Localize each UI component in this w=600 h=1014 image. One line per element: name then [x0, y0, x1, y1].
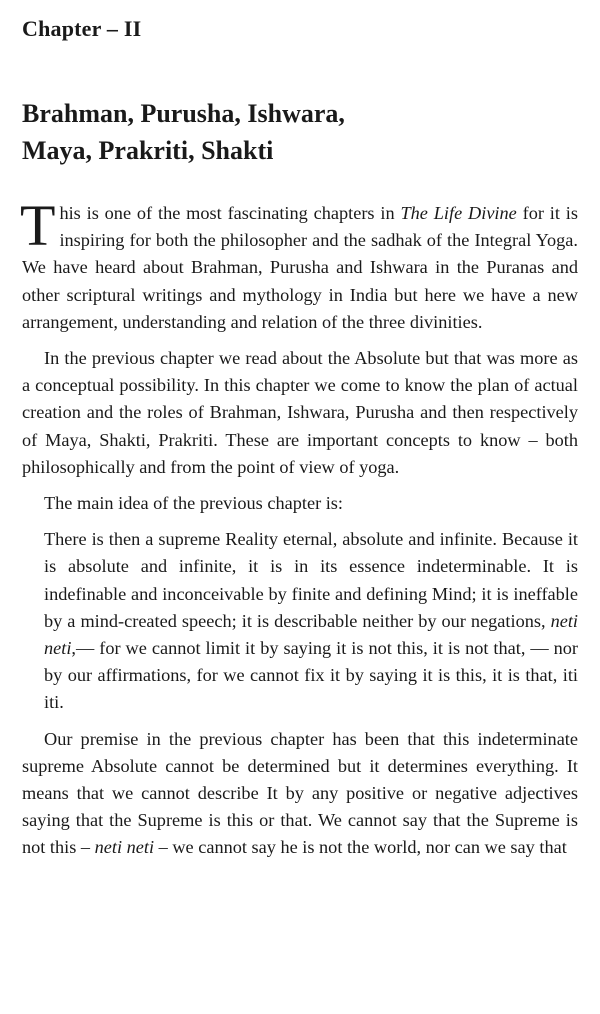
chapter-label: Chapter – II: [22, 16, 142, 41]
paragraph-3: The main idea of the previous chapter is:: [44, 493, 343, 514]
quote-italic-neti: neti neti: [44, 610, 578, 659]
chapter-title-line-1: Brahman, Purusha, Ishwara,: [22, 99, 345, 128]
book-title-italic: The Life Divine: [400, 203, 517, 223]
paragraph-4: [22, 726, 578, 862]
paragraph-1-text-a: his is one of the most fascinating chapters in: [59, 203, 401, 223]
paragraph-4-italic-neti: neti neti: [94, 837, 155, 858]
drop-cap: T: [20, 193, 56, 258]
paragraph-4-text-b: – we cannot say he is not the world, nor can we say that: [154, 837, 567, 858]
paragraph-2: In the previous chapter we read about the Absolute but that was more as a conceptual possibility. In this chapter we come to know the plan of actual creation and the roles of Brahman, Ishwara, Purusha and then respectively of Maya, Shakti, Prakriti. These are important concepts to know – both philosophically and from the point of view of yoga.: [22, 348, 578, 477]
quote-text-a: There is then a supreme Reality eternal, absolute and infinite. Because it is absolute and infinite, it is in its essence indeterminable. It is indefinable and inconceivable by finite and defining Mind; it is ineffable by a mind-created speech; it is describable neither by our negations,: [44, 529, 578, 631]
paragraph-1: [20, 193, 578, 336]
chapter-title: [22, 95, 345, 169]
chapter-title-line-2: Maya, Prakriti, Shakti: [22, 136, 274, 165]
quote-text-b: ,— for we cannot limit it by saying it is not this, it is not that, — nor by our affirmations, for we cannot fix it by saying it is this, it is that, iti iti.: [44, 638, 578, 713]
block-quote: [44, 526, 578, 716]
paragraph-4-text-a: Our premise in the previous chapter has been that this indeterminate supreme Absolute cannot be determined but it determines everything. It means that we cannot describe It by any positive or negative adjectives saying that the Supreme is this or that. We cannot say that the Supreme is not this –: [22, 728, 578, 858]
paragraph-1-text-b: for it is inspiring for both the philosopher and the sadhak of the Integral Yoga. We have heard about Brahman, Purusha and Ishwara in the Puranas and other scriptural writings and mythology in India but here we have a new arrangement, understanding and relation of the three divinities.: [22, 203, 578, 332]
chapter-body: [20, 193, 578, 871]
